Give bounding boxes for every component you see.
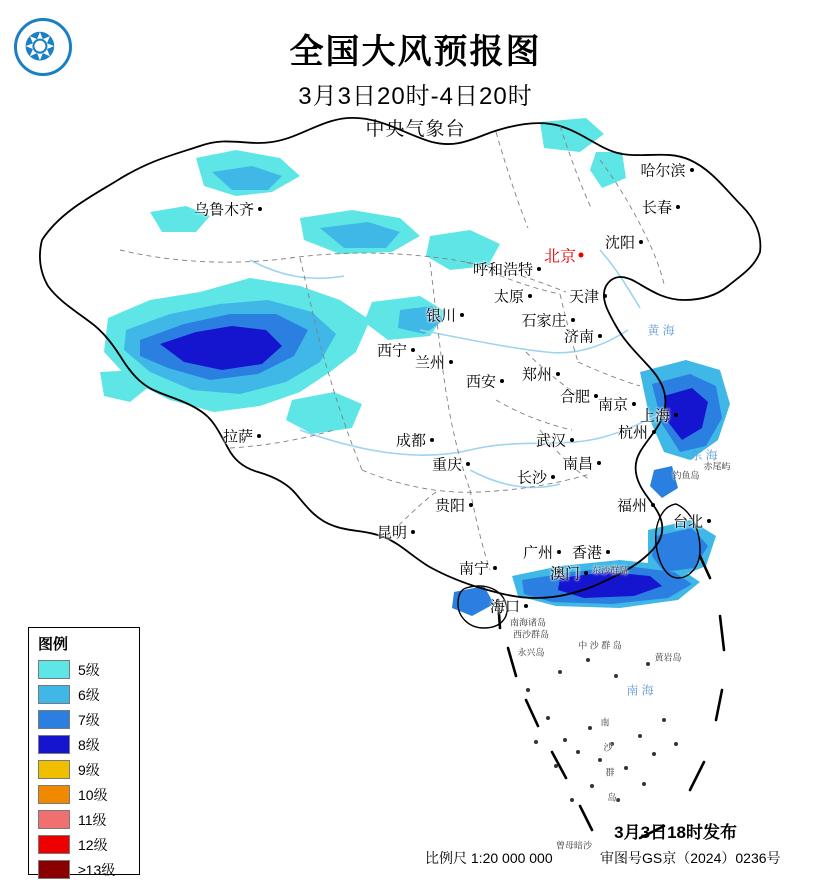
city-marker (500, 379, 504, 383)
legend-item (38, 732, 139, 757)
legend-swatch (38, 660, 70, 679)
city-label: 重庆 (431, 456, 463, 474)
island-label: 东沙群岛 (591, 565, 629, 576)
legend-swatch (38, 785, 70, 804)
legend-swatch (38, 735, 70, 754)
island-label: 黄岩岛 (654, 652, 682, 663)
city-marker (603, 294, 607, 298)
city-label: 上海 (639, 407, 671, 425)
sea-label: 黄 海 (647, 323, 675, 338)
city-marker (707, 519, 711, 523)
city-label: 福州 (616, 497, 648, 515)
cma-logo-icon: ❂ (14, 18, 72, 76)
city-label: 拉萨 (222, 428, 254, 446)
legend-swatch (38, 810, 70, 829)
island-label: 曾母暗沙 (555, 840, 593, 851)
city-marker (493, 566, 497, 570)
wind-level-5-areas (100, 118, 629, 434)
island-label: 沙 (603, 742, 613, 753)
issuing-agency: 中央气象台 (365, 119, 466, 140)
city-label: 太原 (493, 288, 525, 306)
city-label: 长春 (641, 199, 673, 217)
legend-item (38, 857, 139, 882)
island-label: 永兴岛 (517, 647, 545, 658)
sea-label: 南 海 (626, 683, 654, 698)
city-label: 南京 (597, 396, 629, 414)
city-label: 西宁 (376, 342, 408, 360)
city-marker (639, 240, 643, 244)
legend-item (38, 707, 139, 732)
legend-item (38, 807, 139, 832)
city-label: 乌鲁木齐 (193, 201, 255, 219)
city-label: 北京 (543, 248, 577, 266)
city-label: 郑州 (521, 366, 553, 384)
city-label: 石家庄 (521, 312, 567, 330)
city-marker (551, 475, 555, 479)
city-label: 昆明 (376, 524, 408, 542)
city-label: 成都 (395, 432, 427, 450)
legend-swatch (38, 835, 70, 854)
legend-label: 11级 (78, 811, 107, 828)
city-marker (676, 205, 680, 209)
city-label: 南宁 (458, 560, 490, 578)
city-label: 西安 (465, 373, 497, 391)
city-marker (537, 267, 541, 271)
city-label: 广州 (522, 544, 554, 562)
wind-level-6-areas (124, 166, 730, 608)
island-label: 南 (600, 717, 610, 728)
city-label: 香港 (571, 544, 603, 562)
city-marker (597, 461, 601, 465)
city-marker (258, 207, 262, 211)
city-marker (598, 334, 602, 338)
legend-item (38, 657, 139, 682)
city-marker (460, 313, 464, 317)
city-label: 长沙 (516, 469, 548, 487)
map-scale: 比例尺 1:20 000 000 (425, 850, 553, 866)
legend-label: ≥13级 (78, 861, 116, 878)
approval-number: 审图号GS京（2024）0236号 (600, 850, 781, 866)
city-label: 杭州 (617, 424, 649, 442)
legend-panel (28, 627, 140, 878)
city-label: 海口 (489, 598, 521, 616)
city-label: 天津 (568, 288, 600, 306)
city-label: 兰州 (414, 354, 446, 372)
legend-label: 10级 (78, 786, 108, 803)
legend-item (38, 782, 139, 807)
city-label: 武汉 (535, 432, 567, 450)
island-label: 钓鱼岛 (672, 470, 700, 481)
city-label: 呼和浩特 (472, 261, 534, 279)
legend-swatch (38, 860, 70, 879)
island-label: 南海诸岛 (509, 617, 547, 628)
release-time: 3月3日18时发布 (614, 823, 737, 842)
legend-label: 6级 (78, 686, 100, 703)
sea-label: 东 海 (690, 448, 718, 463)
legend-title: 图例 (38, 636, 69, 653)
city-marker (257, 434, 261, 438)
city-label: 沈阳 (604, 234, 636, 252)
city-marker (571, 318, 575, 322)
island-label: 岛 (607, 792, 617, 803)
city-label: 哈尔滨 (640, 162, 686, 180)
city-label: 澳门 (549, 565, 581, 583)
legend-rows (29, 657, 139, 882)
legend-label: 5级 (78, 661, 100, 678)
nansha-island-dots (526, 658, 678, 802)
legend-swatch (38, 710, 70, 729)
city-marker (652, 430, 656, 434)
legend-item (38, 682, 139, 707)
island-label: 群 (605, 767, 615, 778)
city-marker (674, 413, 678, 417)
city-marker (632, 402, 636, 406)
city-label: 南昌 (562, 455, 594, 473)
legend-item (38, 832, 139, 857)
legend-swatch (38, 685, 70, 704)
legend-label: 8级 (78, 736, 100, 753)
city-marker (469, 503, 473, 507)
legend-swatch (38, 760, 70, 779)
city-marker (570, 438, 574, 442)
city-marker (430, 438, 434, 442)
city-label: 银川 (425, 307, 457, 325)
capital-marker (579, 253, 584, 258)
city-marker (584, 571, 588, 575)
city-marker (524, 604, 528, 608)
city-marker (556, 372, 560, 376)
city-marker (528, 294, 532, 298)
legend-label: 12级 (78, 836, 108, 853)
page-title: 全国大风预报图 (289, 33, 542, 71)
city-label: 台北 (672, 513, 704, 531)
city-marker (557, 550, 561, 554)
city-marker (651, 503, 655, 507)
city-label: 贵阳 (434, 497, 466, 515)
island-label: 西沙群岛 (512, 629, 550, 640)
island-label: 赤尾屿 (703, 461, 731, 472)
city-marker (411, 530, 415, 534)
forecast-period: 3月3日20时-4日20时 (298, 83, 533, 110)
city-label: 合肥 (559, 388, 591, 406)
city-marker (606, 550, 610, 554)
legend-label: 9级 (78, 761, 100, 778)
legend-label: 7级 (78, 711, 100, 728)
city-label: 济南 (563, 328, 595, 346)
city-marker (449, 360, 453, 364)
city-marker (690, 168, 694, 172)
island-label: 中 沙 群 岛 (578, 640, 622, 651)
city-marker (466, 462, 470, 466)
legend-item (38, 757, 139, 782)
